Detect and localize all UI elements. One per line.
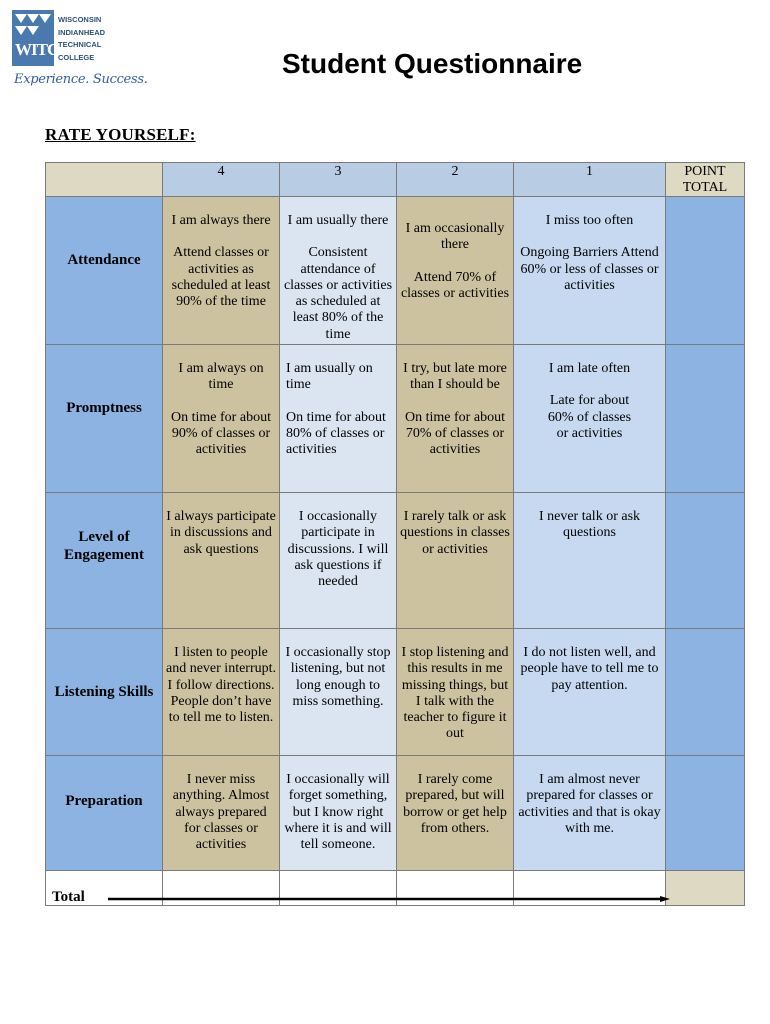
attendance-score-3 [279,196,397,345]
promptness-score-2 [396,344,514,493]
cell-detail: On time for about 90% of classes or activities [171,409,271,458]
logo-triangle-icon [39,14,51,23]
attendance-score-2 [396,196,514,345]
listening-score-4 [162,628,280,756]
logo-letters: WITC [15,40,59,59]
cell-heading: I am always on time [178,361,264,393]
preparation-score-3 [279,755,397,871]
cell-text: I stop listening and this results in me missing things, but I talk with the teacher to figure it out [401,645,509,742]
witc-logo [12,10,152,92]
cell-heading: I am usually there [287,213,389,228]
cell-heading: I am usually on time [286,361,373,393]
total-arrow-icon [108,896,670,902]
row-label-engagement: Level of Engagement [45,492,163,629]
logo-mark [12,10,59,66]
header-corner-cell [45,162,163,197]
logo-triangle-icon [27,14,39,23]
listening-score-1 [513,628,666,756]
engagement-score-3 [279,492,397,629]
engagement-score-2 [396,492,514,629]
section-heading: RATE YOURSELF: [45,125,196,144]
row-label-promptness: Promptness [45,344,163,493]
listening-point-total [665,628,745,756]
cell-detail: Late for about 60% of classes or activities [547,393,632,441]
cell-text: I listen to people and never interrupt. I follow directions. People don’t have to tell me to listen. [166,645,277,726]
logo-name-line: COLLEGE [58,52,95,62]
cell-heading: I am always there [171,213,271,228]
logo-name-line: WISCONSIN [58,15,102,24]
header-score-1: 1 [513,162,666,197]
cell-heading: I am occasionally there [405,221,505,253]
cell-text: I occasionally will forget something, but I know right where it is and will tell someone. [284,772,392,853]
logo-college-name [58,14,105,64]
cell-text: I never talk or ask questions [538,509,641,541]
promptness-point-total [665,344,745,493]
cell-text: I am almost never prepared for classes or activities and that is okay with me. [518,772,661,836]
header-point-total: POINT TOTAL [665,162,745,197]
engagement-score-4 [162,492,280,629]
attendance-point-total [665,196,745,345]
page-title: Student Questionnaire [282,48,583,79]
engagement-score-1 [513,492,666,629]
logo-name-line: TECHNICAL [58,40,102,49]
listening-score-2 [396,628,514,756]
row-label-listening: Listening Skills [45,628,163,756]
cell-detail: On time for about 80% of classes or activities [286,409,386,458]
promptness-score-3 [279,344,397,493]
cell-text: I occasionally stop listening, but not long enough to miss something. [285,645,391,709]
total-label: Total [45,870,163,906]
cell-heading: I try, but late more than I should be [403,361,507,393]
logo-triangle-icon [27,26,39,35]
cell-text: I rarely come prepared, but will borrow or get help from others. [403,772,507,836]
cell-detail: On time for about 70% of classes or activities [405,409,505,458]
cell-detail: Attend classes or activities as scheduled at least 90% of the time [171,245,271,310]
engagement-point-total [665,492,745,629]
preparation-score-4 [162,755,280,871]
logo-triangle-icon [15,14,27,23]
preparation-score-1 [513,755,666,871]
header-score-2: 2 [396,162,514,197]
header-score-3: 3 [279,162,397,197]
cell-text: I occasionally participate in discussions. I will ask questions if needed [287,509,389,590]
cell-text: I always participate in discussions and ask questions [166,509,276,557]
total-point-total-cell [665,870,745,906]
cell-text: I do not listen well, and people have to tell me to pay attention. [520,645,659,693]
promptness-score-4 [162,344,280,493]
listening-score-3 [279,628,397,756]
cell-text: I never miss anything. Almost always prepared for classes or activities [172,772,270,853]
arrow-head [660,896,670,902]
logo-name-line: INDIANHEAD [58,27,106,37]
cell-text: I rarely talk or ask questions in classes or activities [400,509,510,557]
row-label-attendance: Attendance [45,196,163,345]
preparation-point-total [665,755,745,871]
rating-table [45,162,745,906]
cell-heading: I am late often [548,361,631,376]
cell-detail: Consistent attendance of classes or activities as scheduled at least 80% of the time [283,245,393,342]
logo-triangle-icon [15,26,27,35]
header-score-4: 4 [162,162,280,197]
attendance-score-4 [162,196,280,345]
preparation-score-2 [396,755,514,871]
attendance-score-1 [513,196,666,345]
row-label-preparation: Preparation [45,755,163,871]
cell-detail: Ongoing Barriers Attend 60% or less of classes or activities [520,245,659,293]
cell-detail: Attend 70% of classes or activities [400,269,510,301]
logo-tagline: Experience. Success. [14,72,148,87]
promptness-score-1 [513,344,666,493]
cell-heading: I miss too often [545,213,634,228]
